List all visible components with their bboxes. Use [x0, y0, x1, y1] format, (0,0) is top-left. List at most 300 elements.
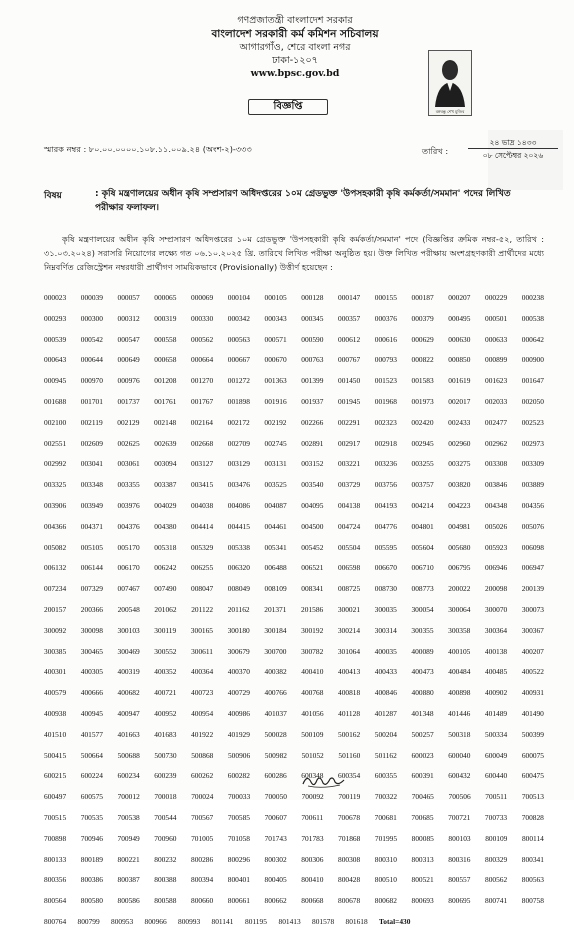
registration-number: 700506: [448, 792, 471, 802]
address-line: আগারগাঁও, শেরে বাংলা নগর: [239, 42, 351, 53]
registration-number: 400954: [191, 708, 214, 718]
registration-number: 005680: [448, 542, 471, 552]
registration-number: 400898: [448, 688, 471, 698]
letterhead: [150, 14, 440, 81]
registration-number: 001272: [227, 376, 250, 386]
registration-number: 000147: [338, 293, 361, 302]
registration-number: 005082: [44, 542, 67, 552]
registration-number: 800953: [111, 916, 134, 926]
registration-number: 004380: [154, 521, 177, 531]
registration-number: 000630: [448, 334, 471, 344]
registration-number: 006670: [374, 563, 397, 573]
registration-number: 300092: [44, 625, 67, 635]
registration-number: 005338: [227, 542, 250, 552]
registration-number: 800386: [80, 875, 103, 885]
registration-number: 003757: [411, 480, 434, 490]
registration-row: [44, 912, 544, 933]
registration-number: 800232: [154, 854, 177, 864]
registration-number: 800296: [227, 854, 250, 864]
date-bangla: ২৪ ভাদ্র ১৪৩৩: [468, 138, 558, 149]
registration-number: 005318: [154, 542, 177, 552]
registration-number: 003275: [448, 459, 471, 469]
registration-number: 008341: [301, 584, 324, 594]
registration-number: 600224: [80, 771, 103, 781]
total-count: Total=430: [379, 916, 411, 926]
registration-number: 003820: [448, 480, 471, 490]
registration-number: 008730: [374, 584, 397, 594]
registration-number: 000229: [485, 293, 508, 302]
registration-number: 001619: [448, 376, 471, 386]
registration-number: 000065: [154, 293, 177, 302]
registration-row: [44, 579, 544, 600]
registration-number: 400207: [521, 646, 544, 656]
registration-number: 600215: [44, 771, 67, 781]
registration-number: 700033: [227, 792, 251, 802]
registration-row: [44, 330, 544, 351]
registration-number: 003729: [338, 480, 361, 490]
registration-row: [44, 787, 544, 808]
subject-label: বিষয়: [44, 191, 62, 201]
notice-title: বিজ্ঞপ্তি: [248, 99, 328, 115]
registration-number: 400522: [521, 667, 544, 677]
registration-number: 401663: [117, 729, 140, 739]
registration-number: 000187: [411, 293, 434, 302]
registration-number: 800662: [264, 896, 287, 906]
registration-number: 002745: [264, 438, 287, 448]
registration-number: 600286: [264, 771, 287, 781]
registration-row: [44, 392, 544, 413]
registration-number: 003041: [80, 459, 103, 469]
registration-number: 300054: [411, 604, 434, 614]
registration-number: 800114: [521, 833, 544, 843]
registration-number: 000128: [301, 293, 324, 302]
registration-number: 006598: [338, 563, 361, 573]
registration-number: 000767: [338, 355, 361, 365]
registration-number: 001647: [521, 376, 544, 386]
registration-number: 400370: [227, 667, 250, 677]
registration-number: 500318: [448, 729, 471, 739]
registration-number: 401929: [227, 729, 250, 739]
signature: [300, 772, 348, 794]
registration-number: 001761: [154, 396, 177, 406]
registration-number: 300552: [154, 646, 177, 656]
registration-number: 801618: [345, 916, 368, 926]
registration-number: 000023: [44, 293, 67, 302]
registration-number: 800758: [521, 896, 544, 906]
registration-number: 800563: [521, 875, 544, 885]
website-link[interactable]: www.bpsc.gov.bd: [250, 68, 340, 79]
registration-number: 700092: [301, 792, 324, 802]
registration-number: 800799: [77, 916, 100, 926]
registration-number: 002172: [227, 417, 250, 427]
registration-number: 000793: [374, 355, 397, 365]
registration-number: 401490: [521, 708, 544, 718]
registration-number: 200366: [80, 604, 103, 614]
registration-number: 800302: [264, 854, 287, 864]
registration-number: 006521: [301, 563, 324, 573]
date-block: [422, 137, 562, 169]
registration-number: 400947: [117, 708, 140, 718]
registration-number: 700511: [485, 792, 508, 802]
registration-number: 006320: [227, 563, 250, 573]
registration-row: [44, 309, 544, 330]
registration-number: 000642: [521, 334, 544, 344]
registration-number: 700538: [117, 812, 140, 822]
registration-number: 800660: [191, 896, 214, 906]
registration-number: 008725: [338, 584, 361, 594]
registration-number: 006946: [485, 563, 508, 573]
registration-number: 001937: [301, 396, 324, 406]
registration-number: 300679: [227, 646, 250, 656]
registration-number: 400035: [374, 646, 397, 656]
registration-number: 001270: [191, 376, 214, 386]
registration-number: 801578: [312, 916, 335, 926]
registration-number: 800103: [448, 833, 471, 843]
registration-number: 300119: [154, 625, 177, 635]
registration-number: 700611: [301, 812, 324, 822]
registration-number: 800410: [301, 875, 324, 885]
registration-number: 006098: [521, 542, 544, 552]
registration-number: 300214: [337, 625, 361, 635]
registration-number: 003415: [191, 480, 214, 490]
registration-number: 700513: [521, 792, 544, 802]
registration-number: 002164: [190, 417, 213, 427]
registration-number: 002017: [448, 396, 471, 406]
registration-number: 500730: [154, 750, 177, 760]
registration-number: 700828: [521, 812, 544, 822]
registration-number: 008773: [411, 584, 434, 594]
registration-number: 003756: [374, 480, 397, 490]
registration-number: 600432: [448, 771, 471, 781]
registration-number: 700012: [117, 792, 140, 802]
registration-number: 300700: [264, 646, 287, 656]
registration-number: 700949: [117, 833, 140, 843]
registration-number: 701005: [191, 833, 214, 843]
registration-number: 700465: [411, 792, 434, 802]
registration-number: 800329: [485, 854, 508, 864]
registration-number: 500415: [44, 750, 67, 760]
registration-number: 400301: [44, 667, 67, 677]
registration-number: 300035: [374, 604, 397, 614]
registration-row: [44, 538, 544, 559]
registration-number: 002100: [44, 417, 67, 427]
registration-number: 000643: [44, 355, 67, 365]
registration-number: 006132: [44, 563, 67, 573]
registration-number: 800286: [191, 854, 214, 864]
registration-number: 004500: [301, 521, 324, 531]
registration-row: [44, 350, 544, 371]
registration-number: 002945: [411, 438, 434, 448]
registration-number: 004371: [80, 521, 103, 531]
registration-number: 400413: [338, 667, 361, 677]
registration-number: 000563: [227, 334, 250, 344]
registration-number: 001916: [264, 396, 287, 406]
registration-number: 400766: [264, 688, 287, 698]
registration-row: [44, 829, 544, 850]
registration-number: 800341: [521, 854, 544, 864]
registration-number: 000900: [521, 355, 544, 365]
registration-number: 006144: [80, 563, 103, 573]
registration-number: 800966: [144, 916, 167, 926]
registration-number: 700585: [227, 812, 250, 822]
registration-number: 700681: [374, 812, 397, 822]
registration-number: 000069: [191, 293, 214, 302]
registration-number: 002917: [338, 438, 361, 448]
registration-number: 400089: [411, 646, 434, 656]
registration-number: 200098: [485, 584, 508, 594]
registration-number: 004095: [301, 500, 324, 510]
registration-number: 400986: [227, 708, 250, 718]
registration-number: 000558: [154, 334, 177, 344]
portrait-icon: [429, 51, 471, 107]
registration-number: 300358: [448, 625, 471, 635]
registration-number: 700024: [191, 792, 214, 802]
registration-number: 002291: [337, 417, 361, 427]
registration-number: 800580: [80, 896, 103, 906]
registration-row: [44, 371, 544, 392]
registration-number: 004348: [485, 500, 508, 510]
registration-number-list: [44, 288, 544, 933]
registration-number: 600391: [411, 771, 434, 781]
registration-number: 007467: [117, 584, 140, 594]
registration-number: 400846: [374, 688, 397, 698]
registration-number: 801141: [211, 916, 234, 926]
registration-number: 600282: [227, 771, 250, 781]
registration-number: 000293: [44, 313, 67, 323]
registration-number: 003131: [264, 459, 287, 469]
registration-number: 800085: [411, 833, 434, 843]
registration-number: 002266: [301, 417, 324, 427]
registration-number: 401683: [154, 729, 177, 739]
registration-number: 201586: [301, 604, 324, 614]
registration-number: 800313: [411, 854, 434, 864]
registration-number: 400410: [301, 667, 324, 677]
registration-number: 800693: [411, 896, 434, 906]
registration-number: 001737: [117, 396, 140, 406]
registration-number: 007490: [154, 584, 177, 594]
registration-row: [44, 558, 544, 579]
registration-number: 800401: [227, 875, 250, 885]
registration-number: 006170: [117, 563, 140, 573]
registration-number: 004776: [374, 521, 397, 531]
registration-number: 800306: [301, 854, 324, 864]
registration-number: 000330: [191, 313, 214, 323]
registration-number: 002891: [301, 438, 324, 448]
registration-row: [44, 517, 544, 538]
registration-number: 005452: [301, 542, 324, 552]
registration-number: 800387: [117, 875, 140, 885]
registration-number: 200548: [117, 604, 140, 614]
registration-number: 002119: [80, 417, 103, 427]
registration-number: 300469: [117, 646, 140, 656]
registration-number: 003906: [44, 500, 67, 510]
registration-number: 003949: [80, 500, 103, 510]
registration-number: 300367: [521, 625, 544, 635]
registration-number: 003387: [154, 480, 177, 490]
registration-number: 006947: [521, 563, 544, 573]
registration-number: 400485: [485, 667, 508, 677]
registration-number: 800405: [264, 875, 287, 885]
registration-number: 003094: [154, 459, 177, 469]
registration-number: 300070: [485, 604, 508, 614]
notice-body: কৃষি মন্ত্রণালয়ের অধীন কৃষি সম্প্রসারণ অধিদপ্তরের ১০ম গ্রেডভুক্ত 'উপসহকারী কৃষি কর্মকর্তা/সমমান' পদে (বিজ্ঞপ্তির ক্রমিক নম্বর-৫২, তারিখ : ৩১.০৩.২০২৪) সরাসরি নিয়োগের লক্ষ্যে গত ০৬.১০.২০২৫ খ্রি. তারিখে লিখিত পরীক্ষা অনুষ্ঠিত হয়। উক্ত লিখিত পরীক্ষায় অংশগ্রহণকারী প্রার্থীদের মধ্যে নিম্নবর্ণিত রেজিস্ট্রেশন নম্বরধারী প্রার্থীগণ সাময়িকভাবে (Provisionally) উত্তীর্ণ হয়েছেন :: [44, 234, 544, 272]
registration-number: 003525: [264, 480, 287, 490]
registration-number: 701743: [264, 833, 287, 843]
registration-number: 600239: [154, 771, 177, 781]
registration-number: 000238: [521, 293, 544, 302]
registration-number: 004356: [521, 500, 544, 510]
registration-number: 401037: [264, 708, 287, 718]
registration-row: [44, 434, 544, 455]
registration-number: 004461: [264, 521, 287, 531]
portrait-emblem: [428, 50, 472, 116]
registration-number: 400484: [448, 667, 471, 677]
registration-number: 800356: [44, 875, 67, 885]
registration-number: 000105: [264, 293, 287, 302]
registration-number: 300782: [301, 646, 324, 656]
registration-number: 000300: [80, 313, 103, 323]
registration-number: 300611: [191, 646, 213, 656]
registration-number: 004038: [191, 500, 214, 510]
registration-number: 600354: [338, 771, 361, 781]
registration-number: 600049: [485, 750, 508, 760]
registration-number: 005604: [411, 542, 434, 552]
date-gregorian: ০৮ সেপ্টেম্বর ২০২৬: [482, 151, 544, 160]
registration-number: 700721: [448, 812, 471, 822]
registration-number: 006795: [448, 563, 471, 573]
registration-number: 400938: [44, 708, 67, 718]
registration-number: 800394: [191, 875, 214, 885]
registration-number: 400880: [411, 688, 434, 698]
registration-number: 000104: [227, 293, 250, 302]
registration-number: 000495: [448, 313, 471, 323]
registration-number: 002918: [374, 438, 397, 448]
registration-number: 800562: [485, 875, 508, 885]
registration-row: [44, 454, 544, 475]
registration-number: 600475: [521, 771, 544, 781]
registration-number: 000342: [227, 313, 250, 323]
registration-number: 401922: [191, 729, 214, 739]
registration-number: 003846: [485, 480, 508, 490]
registration-number: 701868: [338, 833, 361, 843]
registration-number: 000376: [374, 313, 397, 323]
registration-number: 400729: [227, 688, 250, 698]
registration-number: 000822: [411, 355, 434, 365]
registration-number: 800682: [374, 896, 397, 906]
registration-number: 001767: [191, 396, 214, 406]
registration-number: 004376: [117, 521, 140, 531]
registration-number: 700544: [154, 812, 177, 822]
registration-number: 401287: [374, 708, 397, 718]
registration-number: 500982: [264, 750, 287, 760]
registration-number: 600348: [301, 771, 324, 781]
registration-number: 300021: [337, 604, 361, 614]
registration-number: 002323: [374, 417, 397, 427]
registration-number: 005329: [191, 542, 214, 552]
registration-number: 800189: [80, 854, 103, 864]
registration-number: 003540: [301, 480, 324, 490]
registration-number: 000571: [264, 334, 287, 344]
registration-number: 600262: [191, 771, 214, 781]
registration-number: 006242: [154, 563, 177, 573]
registration-number: 003476: [227, 480, 250, 490]
registration-number: 400721: [154, 688, 177, 698]
registration-number: 700535: [80, 812, 103, 822]
registration-number: 600497: [44, 792, 67, 802]
registration-number: 000312: [117, 313, 140, 323]
registration-number: 004801: [411, 521, 434, 531]
registration-number: 300098: [80, 625, 103, 635]
registration-number: 400305: [80, 667, 103, 677]
registration-number: 003061: [117, 459, 140, 469]
registration-number: 004223: [448, 500, 471, 510]
registration-number: 004214: [411, 500, 434, 510]
registration-number: 600355: [374, 771, 397, 781]
signature-icon: [300, 772, 348, 790]
registration-number: 000057: [117, 293, 140, 302]
registration-number: 500906: [227, 750, 251, 760]
registration-number: 001688: [44, 396, 67, 406]
registration-number: 000763: [301, 355, 324, 365]
registration-number: 002033: [485, 396, 508, 406]
registration-number: 000612: [338, 334, 361, 344]
registration-number: 000633: [485, 334, 508, 344]
registration-number: 005595: [374, 542, 397, 552]
registration-number: 007234: [44, 584, 67, 594]
registration-number: 005105: [80, 542, 103, 552]
registration-number: 003255: [411, 459, 434, 469]
registration-number: 501052: [301, 750, 324, 760]
registration-number: 300364: [484, 625, 508, 635]
registration-number: 005076: [521, 521, 544, 531]
registration-number: 008047: [191, 584, 214, 594]
registration-number: 800741: [485, 896, 508, 906]
registration-number: 500162: [338, 729, 361, 739]
registration-number: 000155: [374, 293, 397, 302]
registration-number: 201371: [264, 604, 287, 614]
registration-number: 800557: [448, 875, 471, 885]
registration-row: [44, 766, 544, 787]
registration-number: 001363: [264, 376, 287, 386]
registration-number: 401577: [80, 729, 103, 739]
registration-row: [44, 413, 544, 434]
registration-number: 800510: [374, 875, 397, 885]
govt-name: গণপ্রজাতন্ত্রী বাংলাদেশ সরকার: [237, 15, 353, 26]
registration-number: 001399: [301, 376, 324, 386]
registration-number: 400902: [485, 688, 508, 698]
registration-number: 500399: [521, 729, 544, 739]
registration-number: 000667: [227, 355, 250, 365]
registration-number: 004724: [338, 521, 361, 531]
registration-number: 501160: [338, 750, 361, 760]
registration-number: 004029: [154, 500, 177, 510]
registration-number: 401348: [411, 708, 434, 718]
registration-number: 300064: [448, 604, 471, 614]
registration-number: 001523: [374, 376, 397, 386]
registration-number: 800668: [301, 896, 324, 906]
registration-number: 008049: [227, 584, 250, 594]
registration-number: 700567: [191, 812, 214, 822]
registration-row: [44, 642, 544, 663]
registration-number: 300385: [44, 646, 67, 656]
registration-number: 000644: [80, 355, 103, 365]
registration-number: 401510: [44, 729, 67, 739]
registration-number: 700898: [44, 833, 67, 843]
registration-number: 003127: [191, 459, 214, 469]
registration-number: 700733: [484, 812, 508, 822]
registration-number: 003308: [485, 459, 508, 469]
registration-row: [44, 621, 544, 642]
